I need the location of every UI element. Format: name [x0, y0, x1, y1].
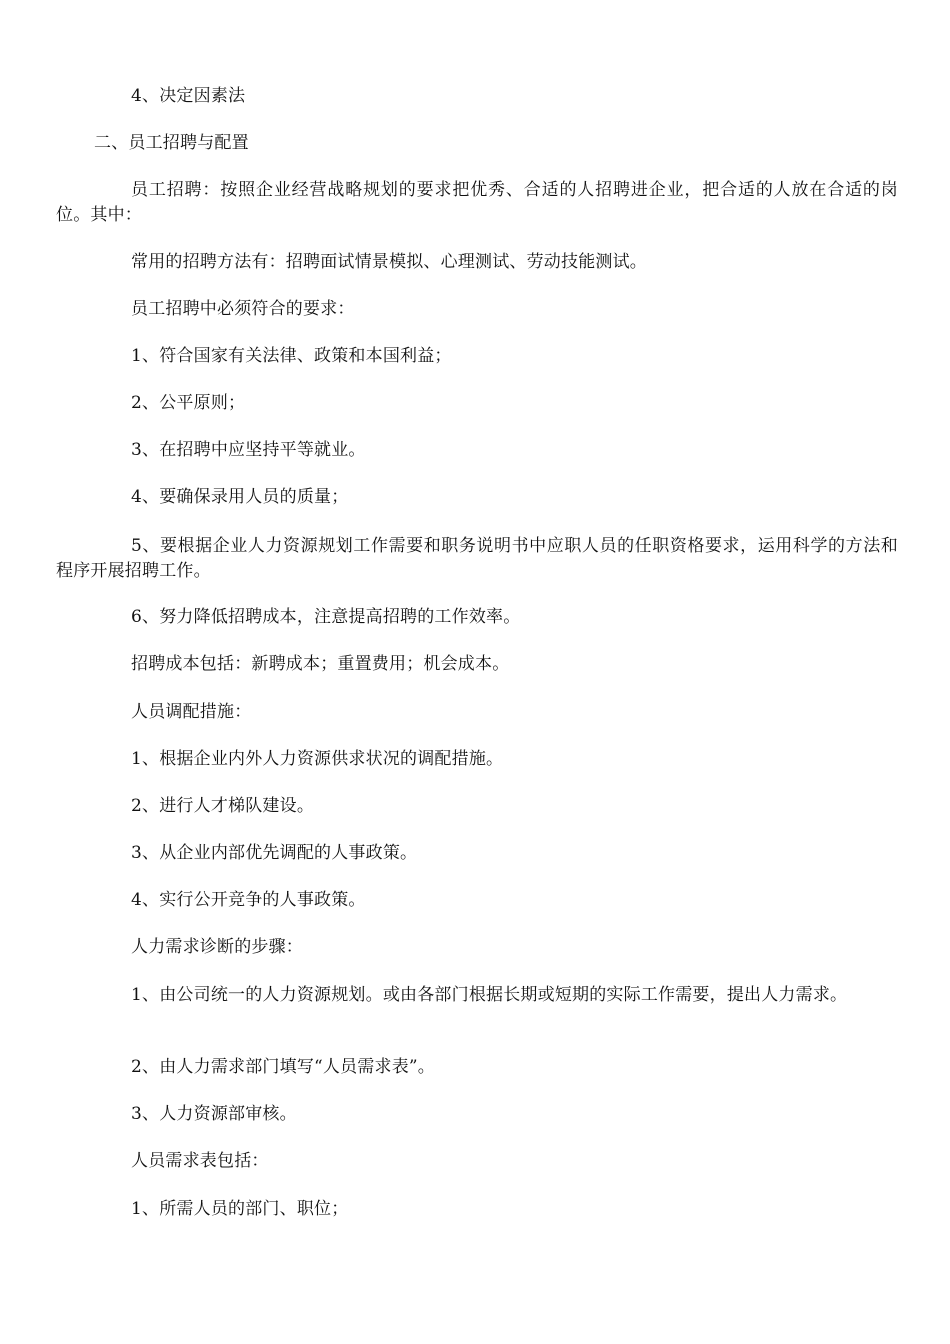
paragraph-recruitment-cost: 招聘成本包括：新聘成本；重置费用；机会成本。: [131, 654, 510, 674]
list-item-requirement-6: 6、努力降低招聘成本，注意提高招聘的工作效率。: [131, 607, 521, 627]
list-item-requirement-2: 2、公平原则；: [131, 393, 246, 413]
paragraph-recruitment-requirements-heading: 员工招聘中必须符合的要求：: [131, 299, 355, 319]
paragraph-staff-deployment-heading: 人员调配措施：: [131, 702, 252, 722]
list-item-requirement-1: 1、符合国家有关法律、政策和本国利益；: [131, 346, 452, 366]
paragraph-recruitment-definition: 员工招聘：按照企业经营战略规划的要求把优秀、合适的人招聘进企业，把合适的人放在合适的岗位。其中：: [56, 180, 898, 225]
list-item-deployment-3: 3、从企业内部优先调配的人事政策。: [131, 843, 418, 863]
list-item-requirement-3: 3、在招聘中应坚持平等就业。: [131, 440, 366, 460]
list-item-demand-form-1: 1、所需人员的部门、职位；: [131, 1199, 349, 1219]
section-heading-recruitment-allocation: 二、员工招聘与配置: [94, 133, 249, 153]
list-item-requirement-4: 4、要确保录用人员的质量；: [131, 487, 349, 507]
list-item-deployment-2: 2、进行人才梯队建设。: [131, 796, 315, 816]
paragraph-demand-diagnosis-heading: 人力需求诊断的步骤：: [131, 937, 303, 957]
paragraph-demand-form-heading: 人员需求表包括：: [131, 1151, 269, 1171]
list-item-diagnosis-step-2: 2、由人力需求部门填写“人员需求表”。: [131, 1057, 435, 1077]
paragraph-recruitment-methods: 常用的招聘方法有：招聘面试情景模拟、心理测试、劳动技能测试。: [131, 252, 647, 272]
list-item-requirement-5: 5、要根据企业人力资源规划工作需要和职务说明书中应职人员的任职资格要求，运用科学的方法和程序开展招聘工作。: [56, 536, 898, 581]
list-item-diagnosis-step-3: 3、人力资源部审核。: [131, 1104, 297, 1124]
list-item-deployment-1: 1、根据企业内外人力资源供求状况的调配措施。: [131, 749, 504, 769]
list-item-deployment-4: 4、实行公开竞争的人事政策。: [131, 890, 366, 910]
list-item-decision-factor-method: 4、决定因素法: [131, 86, 246, 106]
list-item-diagnosis-step-1: 1、由公司统一的人力资源规划。或由各部门根据长期或短期的实际工作需要，提出人力需求。: [131, 985, 848, 1005]
